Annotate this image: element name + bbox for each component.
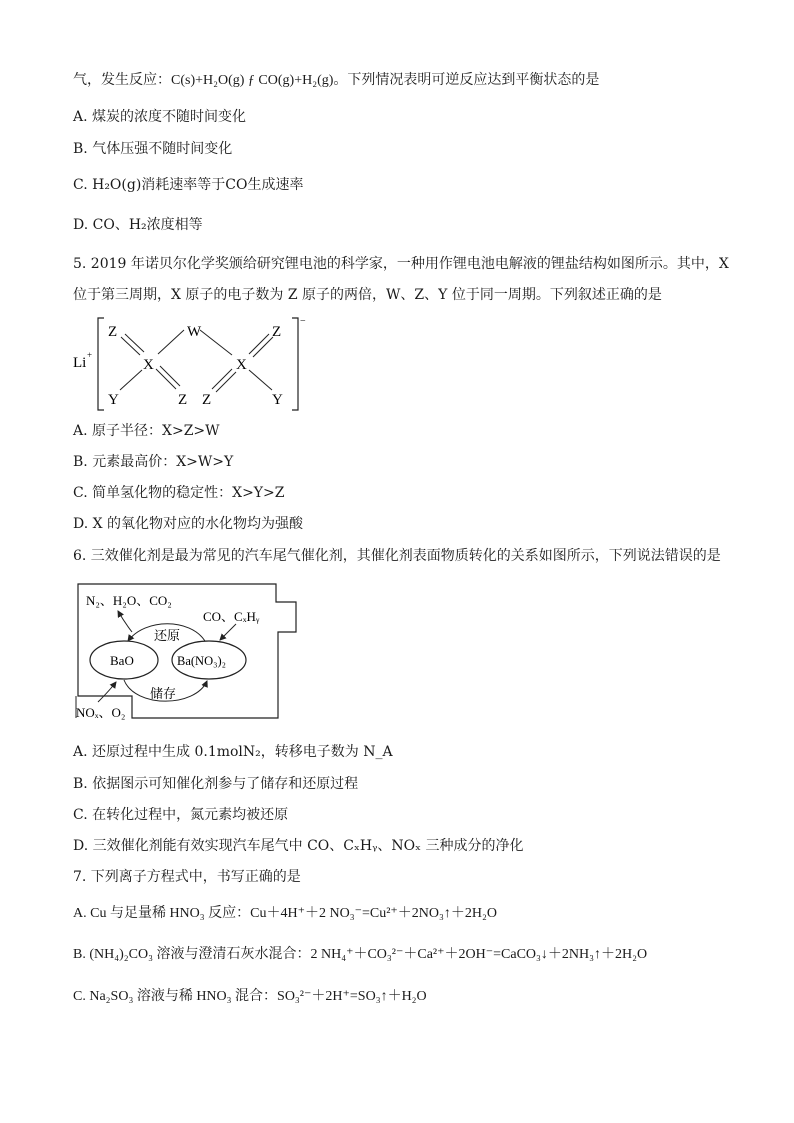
q5-option-b: B. 元素最高价：X>W>Y bbox=[73, 454, 234, 470]
q6-option-b: B. 依据图示可知催化剂参与了储存和还原过程 bbox=[73, 776, 359, 792]
q6-catalyst-figure bbox=[70, 578, 310, 730]
reductants-label: CO、CₓHᵧ bbox=[203, 609, 260, 624]
atom-x-left: X bbox=[143, 357, 154, 373]
q4-option-c: C. H₂O(g)消耗速率等于CO生成速率 bbox=[73, 177, 304, 193]
reductants-in-arrow bbox=[220, 624, 236, 640]
q7-stem: 7. 下列离子方程式中，书写正确的是 bbox=[73, 869, 301, 885]
inputs-in-arrow bbox=[98, 682, 116, 702]
q6-option-d: D. 三效催化剂能有效实现汽车尾气中 CO、CₓHᵧ、NOₓ 三种成分的净化 bbox=[73, 838, 524, 854]
lithium-cation: Li bbox=[73, 355, 87, 371]
lithium-charge: + bbox=[87, 350, 93, 360]
right-bracket bbox=[292, 318, 298, 410]
bao-label: BaO bbox=[110, 653, 134, 668]
q5-structure-figure bbox=[70, 312, 320, 421]
q5-stem-line2: 位于第三周期，X 原子的电子数为 Z 原子的两倍，W、Z、Y 位于同一周期。下列叙述正确的是 bbox=[73, 287, 662, 303]
q7-option-b: B. (NH₄)₂CO₃ 溶液与澄清石灰水混合：2 NH₄⁺＋CO₃²⁻＋Ca²⁺＋2OH⁻=CaCO₃↓＋2NH₃↑＋2H₂O bbox=[73, 947, 648, 962]
q6-option-a: A. 还原过程中生成 0.1molN₂，转移电子数为 N_A bbox=[73, 744, 393, 760]
ba-nitrate-label: Ba(NO₃)₂ bbox=[177, 654, 226, 668]
store-label: 储存 bbox=[150, 686, 177, 701]
q5-stem-line1: 5. 2019 年诺贝尔化学奖颁给研究锂电池的科学家，一种用作锂电池电解液的锂盐结构如图所示。其中，X bbox=[73, 256, 729, 272]
q4-option-a: A. 煤炭的浓度不随时间变化 bbox=[73, 109, 247, 125]
atom-y-bottom-right: Y bbox=[272, 392, 283, 408]
q7-option-c: C. Na₂SO₃ 溶液与稀 HNO₃ 混合：SO₃²⁻＋2H⁺=SO₃↑＋H₂O bbox=[73, 989, 427, 1004]
q4-stem-post: 。下列情况表明可逆反应达到平衡状态的是 bbox=[333, 72, 600, 88]
atom-z-top-right: Z bbox=[272, 324, 282, 340]
q4-option-b: B. 气体压强不随时间变化 bbox=[73, 141, 233, 157]
products-label: N₂、H₂O、CO₂ bbox=[86, 593, 172, 608]
q5-option-a: A. 原子半径：X>Z>W bbox=[73, 423, 220, 439]
q4-equation: C(s)+H₂O(g) ƒ CO(g)+H₂(g) bbox=[171, 73, 334, 88]
atom-z-bottom-mid-right: Z bbox=[202, 392, 212, 408]
atom-z-bottom-mid-left: Z bbox=[178, 392, 188, 408]
q4-option-d: D. CO、H₂浓度相等 bbox=[73, 217, 203, 233]
q7-option-a: A. Cu 与足量稀 HNO₃ 反应：Cu＋4H⁺＋2 NO₃⁻=Cu²⁺＋2NO₃↑＋2H₂O bbox=[73, 906, 498, 921]
q4-stem-pre: 气，发生反应： bbox=[73, 72, 171, 88]
q4-stem bbox=[73, 70, 599, 91]
left-bracket bbox=[98, 318, 104, 410]
products-out-arrow bbox=[118, 611, 132, 632]
atom-z-top-left: Z bbox=[108, 324, 118, 340]
anion-charge: − bbox=[300, 316, 306, 327]
atom-w: W bbox=[187, 324, 202, 340]
q6-option-c: C. 在转化过程中，氮元素均被还原 bbox=[73, 807, 289, 823]
atom-x-right: X bbox=[236, 357, 247, 373]
inputs-label: NOₓ、O₂ bbox=[76, 705, 126, 720]
q5-option-c: C. 简单氢化物的稳定性：X>Y>Z bbox=[73, 485, 285, 501]
atom-y-bottom-left: Y bbox=[108, 392, 119, 408]
q6-stem: 6. 三效催化剂是最为常见的汽车尾气催化剂，其催化剂表面物质转化的关系如图所示，下列说法错误的是 bbox=[73, 548, 721, 564]
q5-option-d: D. X 的氧化物对应的水化物均为强酸 bbox=[73, 516, 304, 532]
reduce-label: 还原 bbox=[154, 628, 181, 643]
